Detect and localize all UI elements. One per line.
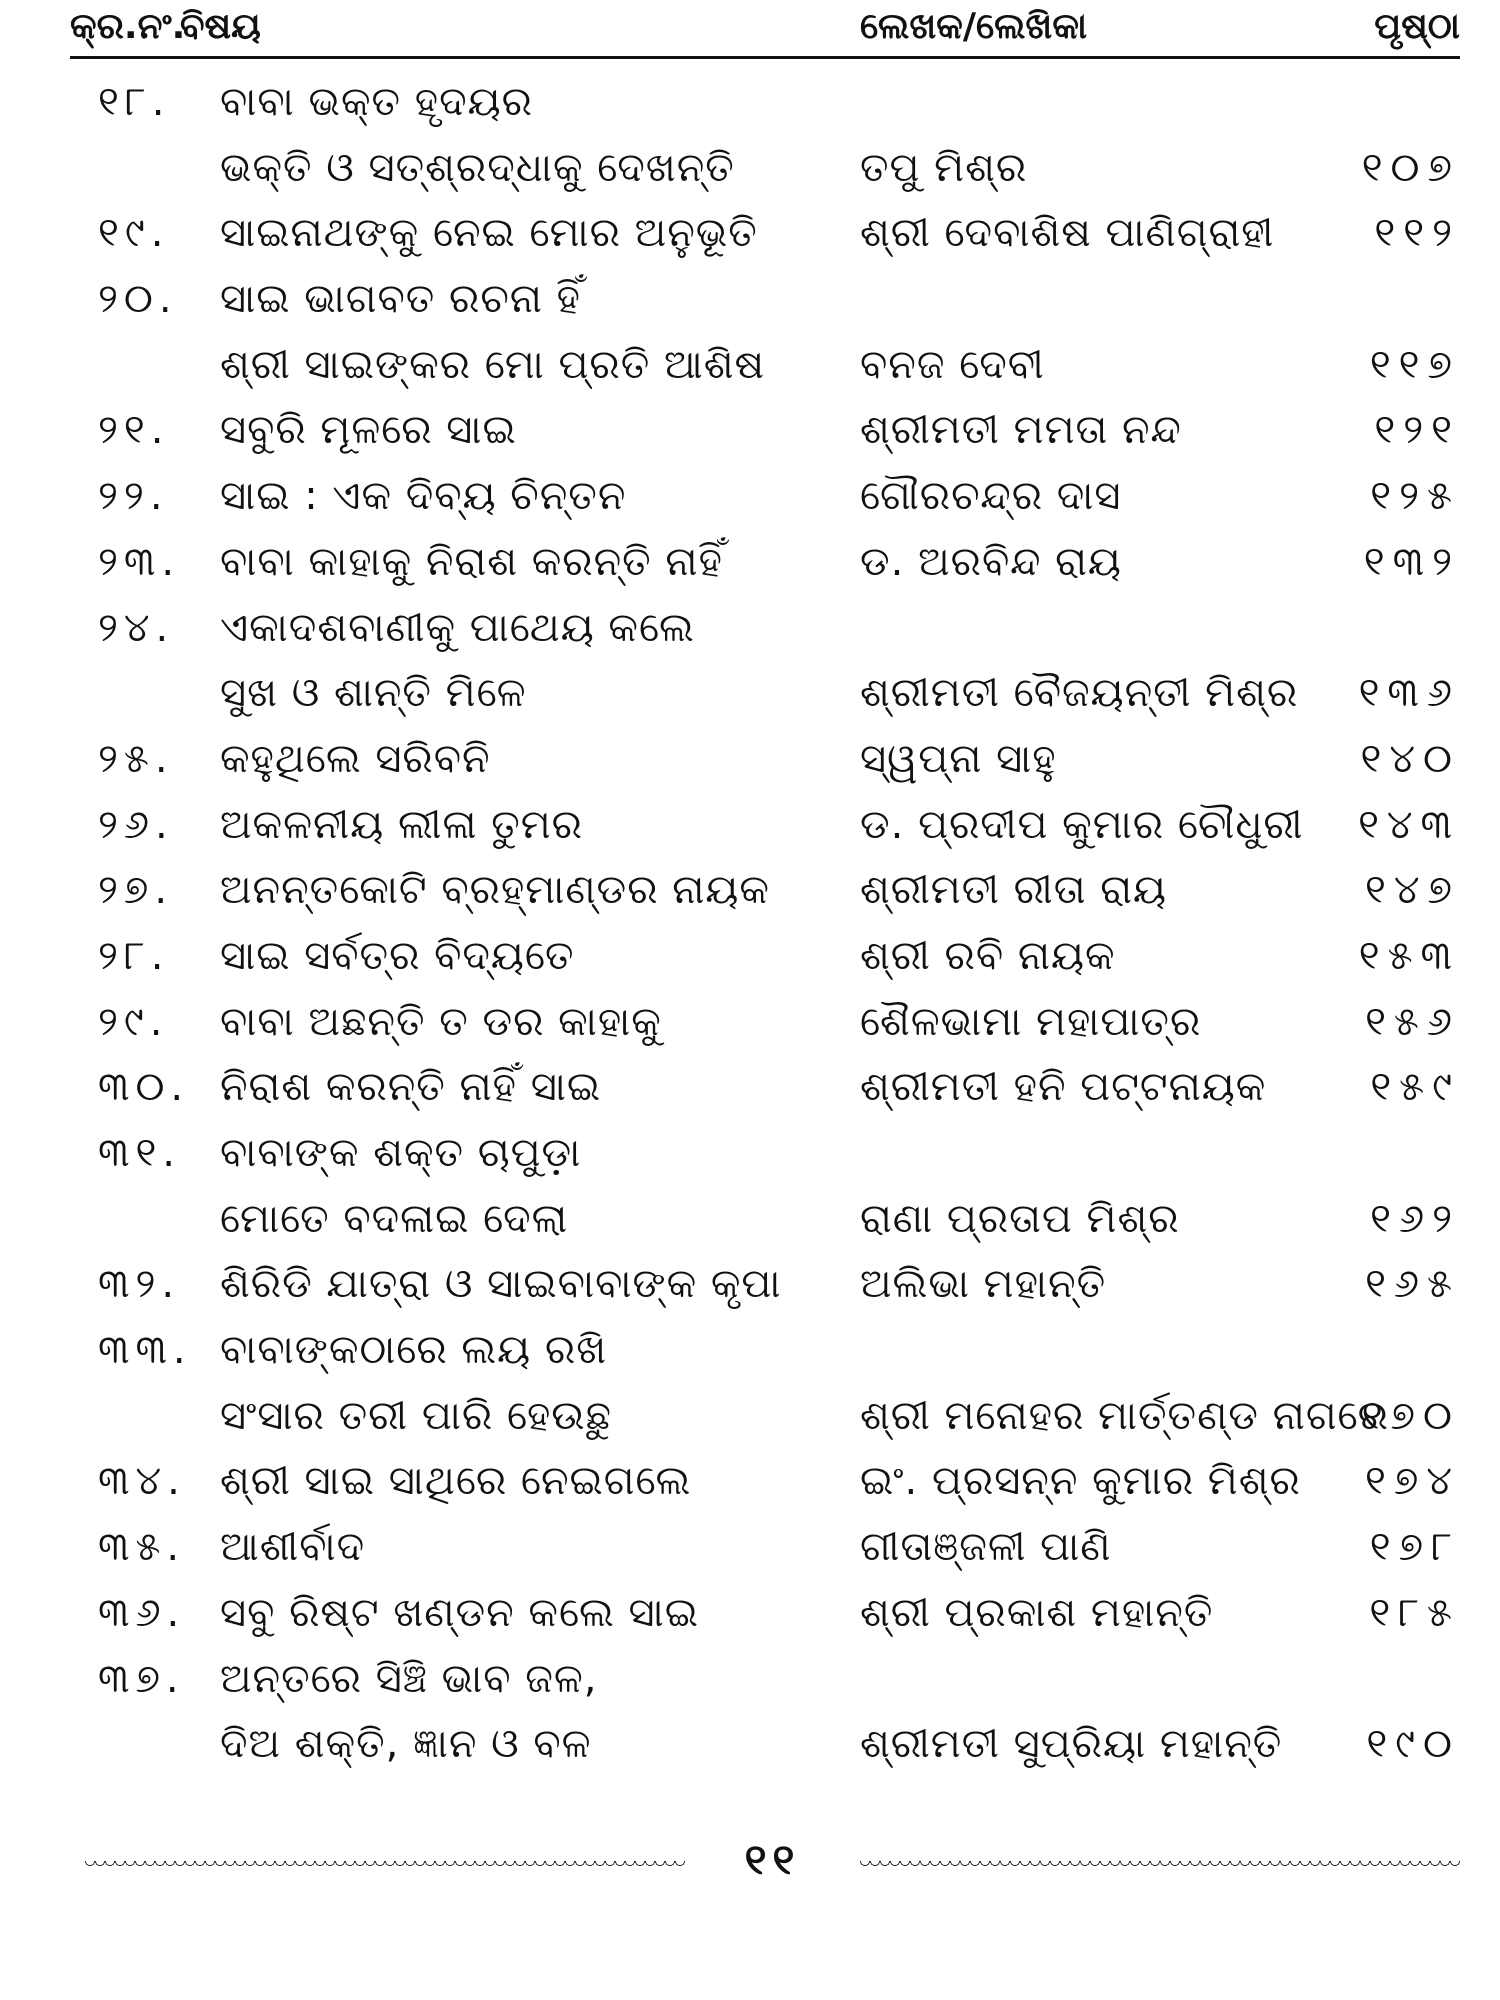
toc-row bbox=[70, 596, 1460, 662]
entry-title: ସବୁ ରିଷ୍ଟ ଖଣ୍ଡନ କଲେ ସାଇ bbox=[220, 1589, 700, 1636]
toc-row bbox=[70, 1384, 1460, 1450]
entry-author: ଡ. ଅରବିନ୍ଦ ରାୟ bbox=[860, 538, 1122, 585]
entry-author: ଶ୍ରୀ ଦେବାଶିଷ ପାଣିଗ୍ରାହୀ bbox=[860, 210, 1275, 257]
entry-author: ଶୈଳଭାମା ମହାପାତ୍ର bbox=[860, 998, 1202, 1045]
entry-title: ସାଇ ସର୍ବତ୍ର ବିଦ୍ୟତେ bbox=[220, 932, 575, 979]
toc-row bbox=[70, 333, 1460, 399]
toc-header bbox=[70, 0, 1460, 59]
entry-serial: ୩୨. bbox=[98, 1261, 181, 1308]
entry-serial: ୨୯. bbox=[98, 998, 169, 1045]
entry-author: ରାଣା ପ୍ରତାପ ମିଶ୍ର bbox=[860, 1195, 1180, 1242]
entry-title: ବାବାଙ୍କଠାରେ ଲୟ ରଖି bbox=[220, 1327, 608, 1374]
entry-serial: ୩୦. bbox=[98, 1064, 190, 1111]
toc-row bbox=[70, 464, 1460, 530]
footer-ornament-right bbox=[860, 1861, 1460, 1867]
entry-author: ଗୌରଚନ୍ଦ୍ର ଦାସ bbox=[860, 473, 1122, 520]
entry-page-number: ୧୯୦ bbox=[1366, 1721, 1460, 1768]
toc-row bbox=[70, 398, 1460, 464]
entry-page-number: ୧୭୮ bbox=[1369, 1524, 1460, 1571]
entry-serial: ୨୫. bbox=[98, 735, 174, 782]
entry-title: ଏକାଦଶବାଣୀକୁ ପାଥେୟ କଲେ bbox=[220, 604, 695, 651]
entry-page-number: ୧୧୭ bbox=[1369, 341, 1460, 388]
entry-serial: ୨୬. bbox=[98, 801, 174, 848]
entry-author: ସ୍ୱପ୍ନା ସାହୁ bbox=[860, 735, 1057, 782]
entry-title: ନିରାଶ କରନ୍ତି ନାହିଁ ସାଇ bbox=[220, 1064, 602, 1111]
entry-author: ବନଜ ଦେବୀ bbox=[860, 341, 1045, 388]
entry-author: ଡ. ପ୍ରଦୀପ କୁମାର ଚୌଧୁରୀ bbox=[860, 801, 1304, 848]
entry-serial: ୩୭. bbox=[98, 1655, 185, 1702]
entry-page-number: ୧୬୫ bbox=[1365, 1261, 1460, 1308]
entry-title: ଆଶୀର୍ବାଦ bbox=[220, 1524, 366, 1571]
toc-row bbox=[70, 530, 1460, 596]
page-footer bbox=[85, 1833, 1460, 1893]
toc-row bbox=[70, 924, 1460, 990]
footer-page-number: ୧୧ bbox=[744, 1835, 801, 1884]
toc-entries bbox=[70, 70, 1460, 1778]
entry-author: ଶ୍ରୀମତୀ ସୁପ୍ରିୟା ମହାନ୍ତି bbox=[860, 1721, 1283, 1768]
entry-title: କହୁଥିଲେ ସରିବନି bbox=[220, 735, 491, 782]
toc-row bbox=[70, 1055, 1460, 1121]
entry-serial: ୩୫. bbox=[98, 1524, 186, 1571]
entry-page-number: ୧୪୩ bbox=[1358, 801, 1460, 848]
toc-row bbox=[70, 858, 1460, 924]
toc-row bbox=[70, 136, 1460, 202]
entry-title: ସାଇ ଭାଗବତ ରଚନା ହିଁ bbox=[220, 276, 581, 323]
toc-row bbox=[70, 793, 1460, 859]
toc-row bbox=[70, 267, 1460, 333]
entry-serial: ୧୯. bbox=[98, 210, 170, 257]
entry-page-number: ୧୭୦ bbox=[1361, 1392, 1460, 1439]
header-page-label: ପୃଷ୍ଠା bbox=[1374, 6, 1460, 47]
entry-serial: ୧୮. bbox=[98, 79, 171, 125]
entry-title: ଦିଅ ଶକ୍ତି, ଜ୍ଞାନ ଓ ବଳ bbox=[220, 1721, 592, 1768]
toc-row bbox=[70, 1712, 1460, 1778]
entry-page-number: ୧୦୭ bbox=[1361, 144, 1460, 191]
entry-serial: ୩୩. bbox=[98, 1327, 192, 1374]
entry-serial: ୨୭. bbox=[98, 867, 174, 914]
entry-author: ତପୁ ମିଶ୍ର bbox=[860, 144, 1028, 191]
entry-page-number: ୧୫୯ bbox=[1370, 1064, 1460, 1111]
entry-serial: ୨୪. bbox=[98, 604, 175, 651]
entry-title: ଶିରିଡି ଯାତ୍ରା ଓ ସାଇବାବାଙ୍କ କୃପା bbox=[220, 1261, 782, 1308]
entry-author: ଶ୍ରୀ ମନୋହର ମାର୍ତ୍ତଣ୍ଡ ନାଗରେ bbox=[860, 1392, 1389, 1439]
entry-author: ଗୀତାଞ୍ଜଳୀ ପାଣି bbox=[860, 1524, 1112, 1571]
toc-row bbox=[70, 727, 1460, 793]
entry-author: ଶ୍ରୀମତୀ ହନି ପଟ୍ଟନାୟକ bbox=[860, 1064, 1267, 1111]
entry-page-number: ୧୪୦ bbox=[1360, 735, 1460, 782]
entry-page-number: ୧୩୨ bbox=[1363, 538, 1460, 585]
entry-title: ସୁଖ ଓ ଶାନ୍ତି ମିଳେ bbox=[220, 670, 527, 717]
entry-serial: ୨୩. bbox=[98, 538, 181, 585]
entry-title: ସାଇନାଥଙ୍କୁ ନେଇ ମୋର ଅନୁଭୂତି bbox=[220, 210, 758, 257]
entry-title: ବାବାଙ୍କ ଶକ୍ତ ଚାପୁଡ଼ା bbox=[220, 1130, 582, 1176]
header-subject-label: ବିଷୟ bbox=[180, 6, 261, 47]
entry-page-number: ୧୨୧ bbox=[1374, 407, 1460, 454]
entry-author: ଶ୍ରୀମତୀ ରୀତା ରାୟ bbox=[860, 867, 1168, 914]
entry-author: ଇଂ. ପ୍ରସନ୍ନ କୁମାର ମିଶ୍ର bbox=[860, 1458, 1301, 1505]
toc-row bbox=[70, 661, 1460, 727]
footer-ornament-left bbox=[85, 1861, 685, 1867]
toc-row bbox=[70, 1449, 1460, 1515]
entry-title: ଅନ୍ତରେ ସିଞ୍ଚି ଭାବ ଜଳ, bbox=[220, 1655, 598, 1702]
entry-page-number: ୧୫୬ bbox=[1365, 998, 1460, 1045]
toc-row bbox=[70, 1581, 1460, 1647]
header-author-label: ଲେଖକ/ଲେଖିକା bbox=[860, 6, 1088, 47]
entry-title: ଶ୍ରୀ ସାଇ ସାଥିରେ ନେଇଗଲେ bbox=[220, 1458, 692, 1505]
entry-serial: ୩୬. bbox=[98, 1589, 186, 1636]
entry-title: ଅନନ୍ତକୋଟି ବ୍ରହ୍ମାଣ୍ଡର ନାୟକ bbox=[220, 867, 770, 914]
toc-row bbox=[70, 70, 1460, 136]
entry-title: ବାବା ଅଛନ୍ତି ତ ଡର କାହାକୁ bbox=[220, 998, 662, 1045]
toc-row bbox=[70, 1187, 1460, 1253]
toc-row bbox=[70, 990, 1460, 1056]
toc-row bbox=[70, 1515, 1460, 1581]
entry-page-number: ୧୮୫ bbox=[1369, 1589, 1460, 1636]
entry-page-number: ୧୭୪ bbox=[1365, 1458, 1460, 1505]
entry-serial: ୨୨. bbox=[98, 473, 169, 520]
entry-page-number: ୧୧୨ bbox=[1374, 210, 1460, 257]
entry-author: ଅଲିଭା ମହାନ୍ତି bbox=[860, 1261, 1107, 1308]
toc-row bbox=[70, 1252, 1460, 1318]
entry-page-number: ୧୬୨ bbox=[1370, 1195, 1460, 1242]
entry-page-number: ୧୫୩ bbox=[1358, 932, 1460, 979]
entry-title: ସବୁରି ମୂଳରେ ସାଇ bbox=[220, 407, 517, 454]
entry-author: ଶ୍ରୀ ରବି ନାୟକ bbox=[860, 932, 1116, 979]
entry-title: ମୋତେ ବଦଳାଇ ଦେଲା bbox=[220, 1195, 569, 1242]
entry-author: ଶ୍ରୀ ପ୍ରକାଶ ମହାନ୍ତି bbox=[860, 1589, 1214, 1636]
entry-author: ଶ୍ରୀମତୀ ବୈଜୟନ୍ତୀ ମିଶ୍ର bbox=[860, 670, 1299, 717]
entry-title: ସଂସାର ତରୀ ପାରି ହେଉଛୁ bbox=[220, 1392, 612, 1439]
entry-title: ବାବା ଭକ୍ତ ହୃଦୟର bbox=[220, 79, 533, 125]
toc-row bbox=[70, 201, 1460, 267]
entry-author: ଶ୍ରୀମତୀ ମମତା ନନ୍ଦ bbox=[860, 407, 1182, 454]
entry-page-number: ୧୩୬ bbox=[1358, 670, 1460, 717]
header-serial-label: କ୍ର.ନଂ. bbox=[70, 6, 186, 47]
entry-page-number: ୧୪୭ bbox=[1365, 867, 1460, 914]
toc-row bbox=[70, 1121, 1460, 1187]
entry-serial: ୨୮. bbox=[98, 932, 170, 979]
toc-row bbox=[70, 1647, 1460, 1713]
entry-title: ଭକ୍ତି ଓ ସତ୍‌ଶ୍ରଦ୍ଧାକୁ ଦେଖନ୍ତି bbox=[220, 144, 735, 191]
entry-serial: ୩୧. bbox=[98, 1130, 181, 1176]
entry-serial: ୨୧. bbox=[98, 407, 170, 454]
entry-title: ଶ୍ରୀ ସାଇଙ୍କର ମୋ ପ୍ରତି ଆଶିଷ bbox=[220, 341, 765, 388]
entry-page-number: ୧୨୫ bbox=[1370, 473, 1460, 520]
entry-serial: ୨୦. bbox=[98, 276, 178, 323]
toc-row bbox=[70, 1318, 1460, 1384]
entry-title: ସାଇ : ଏକ ଦିବ୍ୟ ଚିନ୍ତନ bbox=[220, 473, 627, 520]
entry-title: ଅକଳନୀୟ ଲୀଳା ତୁମର bbox=[220, 801, 583, 848]
entry-title: ବାବା କାହାକୁ ନିରାଶ କରନ୍ତି ନାହିଁ bbox=[220, 538, 723, 585]
entry-serial: ୩୪. bbox=[98, 1458, 186, 1505]
